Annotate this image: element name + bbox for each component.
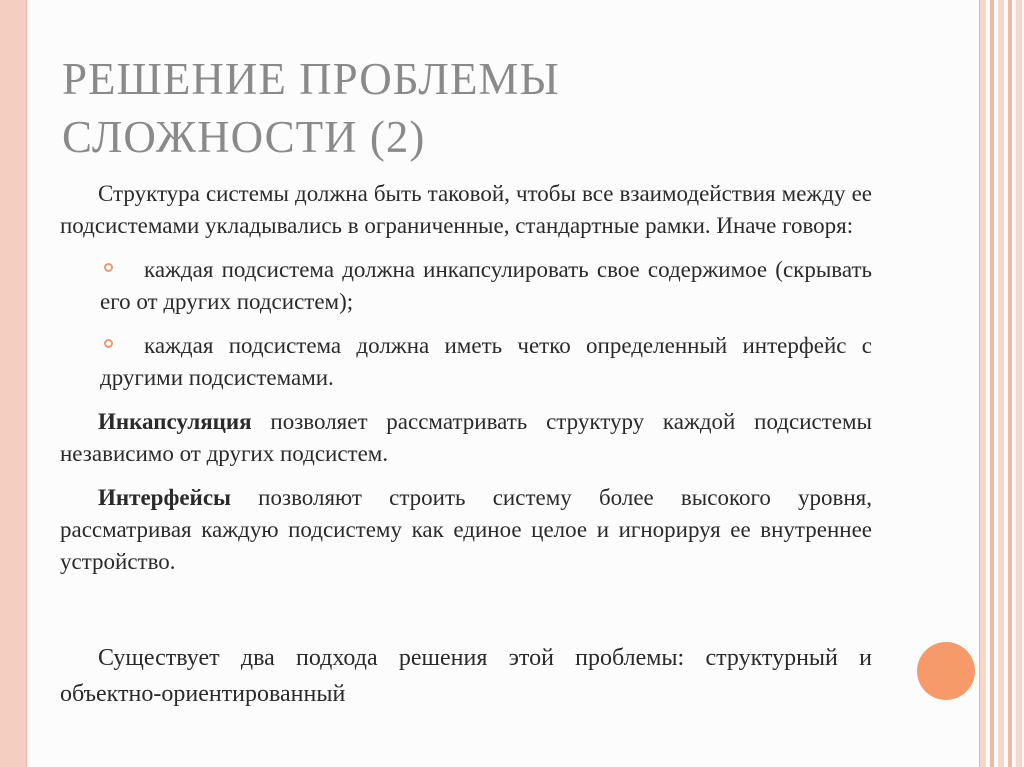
left-border [0,0,27,767]
title-line-2: СЛОЖНОСТИ (2) [62,112,426,162]
conclusion-text: Существует два подхода решения этой проблемы: структурный и объектно-ориентированный [60,645,872,707]
orange-circle-decoration [917,642,975,700]
bullet-item [60,254,872,318]
intro-paragraph: Структура системы должна быть таковой, чтобы все взаимодействия между ее подсистемами укладывались в ограниченные, стандартные рамки. Иначе говоря: [60,181,872,238]
bullet-text: каждая подсистема должна иметь четко определенный интерфейс с другими подсистемами. [100,333,872,390]
right-stripes [980,0,1024,767]
interfaces-text: позволяют строить систему более высокого уровня, рассматривая каждую подсистему как единое целое и игнорируя ее внутреннее устройство. [60,485,872,574]
title-line-1: РЕШЕНИЕ ПРОБЛЕМЫ [62,54,560,104]
slide-title [62,50,862,166]
interfaces-paragraph [60,482,872,578]
encapsulation-term: Инкапсуляция [98,409,252,434]
encapsulation-text: позволяет рассматривать структуру каждой подсистемы независимо от других подсистем. [60,409,872,466]
circle-bullet-icon [104,263,113,272]
interfaces-term: Интерфейсы [98,485,231,510]
circle-bullet-icon [104,339,113,348]
bullet-item [60,330,872,394]
conclusion-paragraph [60,640,872,724]
slide-body [60,178,872,590]
bullet-text: каждая подсистема должна инкапсулировать свое содержимое (скрывать его от других подсистем); [100,257,872,314]
encapsulation-paragraph [60,406,872,470]
